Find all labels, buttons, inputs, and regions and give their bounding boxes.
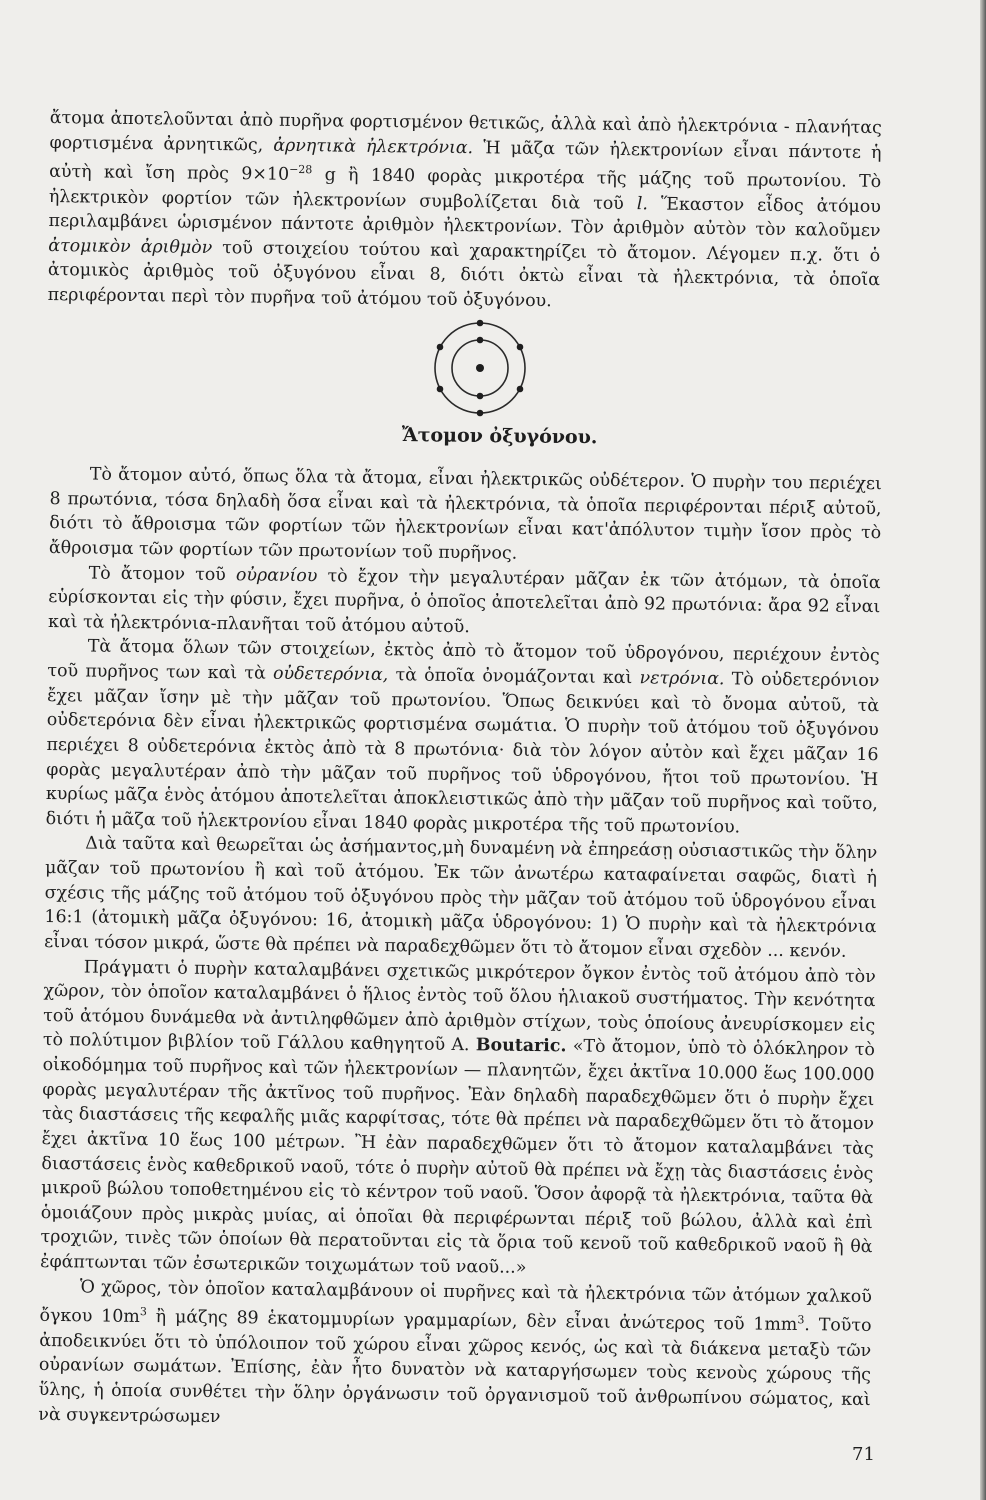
paragraph-neutral-atom: Τὸ ἄτομον αὐτό, ὅπως ὅλα τὰ ἄτομα, εἶναι ἠλεκτρικῶς οὐδέτερον. Ὁ πυρὴν του περιέχει 8 πρωτόνια, τόσα δηλαδὴ ὅσα εἶναι καὶ τὰ ἠλεκτρόνια, τὰ ὁποῖα περιφέρονται πέριξ αὐτοῦ, διότι τὸ ἄθροισμα τῶν φορτίων τῶν ἠλεκτρονίων εἶναι κατ'ἀπόλυτον τιμὴν ἴσον πρὸς τὸ ἄθροισμα τῶν φορτίων τῶν πρωτονίων τοῦ πυρῆνος.: [48, 464, 882, 564]
exponent: −28: [289, 163, 313, 177]
italic-term: οὐρανίου: [235, 564, 318, 586]
paragraph-boutaric: [40, 954, 876, 1284]
italic-term: νετρόνια.: [639, 668, 725, 690]
text-run: Ἕκαστον εἶδος ἀτόμου περιλαμβάνει ὡρισμένον πάντοτε ἀριθμὸν ἠλεκτρονίων. Τὸν ἀριθμὸν αὐτὸν τὸν καλοῦμεν: [48, 194, 881, 242]
text-run: g ἢ 1840 φορὰς μικροτέρα τῆς μάζης τοῦ πρωτονίου. Τὸ ἠλεκτρικὸν φορτίον τῶν ἠλεκτρονίων συμβολίζεται διὰ τοῦ: [48, 165, 882, 214]
text-run: «Τὸ ἄτομον, ὑπὸ τὸ ὁλόκληρον τὸ οἰκοδόμημα τοῦ πυρῆνος καὶ τῶν ἠλεκτρονίων — πλανητῶν, ἔχει ἀκτῖνα 10.000 ἕως 100.000 φορὰς μεγαλυτέραν τῆς ἀκτῖνος τοῦ πυρῆνος. Ἐὰν δηλαδὴ παραδεχθῶμεν ὅτι ὁ πυρὴν ἔχει τὰς διαστάσεις τῆς κεφαλῆς μιᾶς καρφίτσας, τότε θὰ πρέπει νὰ παραδεχθῶμεν ὅτι τὸ ἄτομον ἔχει ἀκτῖνα 10 ἕως 100 μέτρων. Ἢ ἐὰν παραδεχθῶμεν ὅτι τὸ ἄτομον καταλαμβάνει τὰς διαστάσεις ἑνὸς καθεδρικοῦ ναοῦ, τότε ὁ πυρὴν αὐτοῦ θὰ πρέπει νὰ ἔχῃ τὰς διαστάσεις ἑνὸς μικροῦ βώλου τοποθετημένου εἰς τὸ κέντρον τοῦ ναοῦ. Ὅσον ἀφορᾷ τὰ ἠλεκτρόνια, ταῦτα θὰ ὁμοιάζουν πρὸς μικρὰς μυίας, αἱ ὁποῖαι θὰ περιφέρωνται πέριξ τοῦ βώλου, ἀλλὰ καὶ ἐπὶ τροχιῶν, τινὲς τῶν ὁποίων θὰ περατοῦνται εἰς τὰ ὅρια τοῦ κενοῦ τοῦ καθεδρικοῦ ναοῦ ἢ θὰ ἐφάπτωνται τῶν ἐσωτερικῶν τοιχωμάτων τοῦ ναοῦ...»: [40, 1036, 876, 1278]
author-name: Boutaric.: [475, 1035, 567, 1057]
text-run: ἢ μάζης 89 ἑκατομμυρίων γραμμαρίων, δὲν εἶναι ἀνώτερος τοῦ 1mm: [155, 1307, 798, 1336]
text-run: τὰ ὁποῖα ὀνομάζονται καὶ: [395, 665, 633, 689]
italic-term: οὐδετερόνια,: [272, 663, 389, 686]
figure-caption: Ἄτομον ὀξυγόνου.: [401, 424, 598, 449]
exponent: 3: [139, 1305, 147, 1319]
text-run: Ἡ μᾶζα τῶν ἠλεκτρονίων εἶναι πάντοτε ἡ αὐτὴ καὶ ἴση πρὸς 9×10: [49, 137, 882, 185]
paragraph-uranium: [48, 560, 881, 644]
exponent: 3: [797, 1313, 805, 1327]
page-number: 71: [852, 1444, 875, 1465]
text-run: . Τοῦτο ἀποδεικνύει ὅτι τὸ ὑπόλοιπον τοῦ χώρου εἶναι χῶρος κενός, ὡς καὶ τὰ διάκενα μεταξὺ τῶν οὐρανίων σωμάτων. Ἐπίσης, ἐὰν ἦτο δυνατὸν νὰ καταργήσωμεν τοὺς κενοὺς χώρους τῆς ὕλης, ἡ ὁποία συνθέτει τὴν ὅλην ὀργάνωσιν τοῦ ὀργανισμοῦ τοῦ ἀνθρωπίνου σώματος, καὶ νὰ συγκεντρώσωμεν: [38, 1315, 872, 1427]
body-text: [38, 462, 882, 1437]
text-run: τοῦ στοιχείου τούτου καὶ χαρακτηρίζει τὸ ἄτομον. Λέγομεν π.χ. ὅτι ὁ ἀτομικὸς ἀριθμὸς τοῦ ὀξυγόνου εἶναι 8, διότι ὀκτὼ εἶναι τὰ ἠλεκτρόνια, τὰ ὁποῖα περιφέρονται περὶ τὸν πυρῆνα τοῦ ἀτόμου τοῦ ὀξυγόνου.: [47, 237, 881, 312]
text-run: Τὰ ἄτομα ὅλων τῶν στοιχείων, ἐκτὸς ἀπὸ τὸ ἄτομον τοῦ ὑδρογόνου, περιέχουν ἐντὸς τοῦ πυρῆνος των καὶ τὰ: [47, 636, 880, 684]
text-run: τὸ ἔχον τὴν μεγαλυτέραν μᾶζαν ἐκ τῶν ἀτόμων, τὰ ὁποῖα εὑρίσκονται εἰς τὴν φύσιν, ἔχει πυρῆνα, ὁ ὁποῖος ἀποτελεῖται ἀπὸ 92 πρωτόνια: ἄρα 92 εἶναι καὶ τὰ ἠλεκτρόνια-πλανῆται τοῦ ἀτόμου αὐτοῦ.: [47, 565, 881, 637]
italic-term: ἀτομικὸν ἀριθμὸν: [48, 235, 213, 258]
oxygen-atom-diagram-icon: [412, 312, 552, 420]
paragraph-neutrons: [45, 634, 879, 841]
text-run: Τὸ ἄτομον τοῦ: [88, 562, 226, 585]
text-run: Ὁ χῶρος, τὸν ὁποῖον καταλαμβάνουν οἱ πυρῆνες καὶ τὰ ἠλεκτρόνια τῶν ἀτόμων χαλκοῦ ὄγκου 10m: [39, 1277, 872, 1328]
text-run: Τὸ οὐδετερόνιον ἔχει μᾶζαν ἴσην μὲ τὴν μᾶζαν τοῦ πρωτονίου. Ὅπως δεικνύει καὶ τὸ ὄνομα αὐτοῦ, τὰ οὐδετερόνια δὲν εἶναι ἠλεκτρικῶς φορτισμένα σωμάτια. Ὁ πυρὴν τοῦ ἀτόμου τοῦ ὀξυγόνου περιέχει 8 οὐδετερόνια ἐκτὸς ἀπὸ τὰ 8 πρωτόνια· διὰ τὸν λόγον αὐτὸν καὶ ἔχει μᾶζαν 16 φορὰς μεγαλυτέραν ἀπὸ τὴν μᾶζαν τοῦ πυρῆνος τοῦ ὑδρογόνου, ἤτοι τοῦ πρωτονίου. Ἡ κυρίως μᾶζα ἑνὸς ἀτόμου ἀποτελεῖται ἀποκλειστικῶς ἀπὸ τὴν μᾶζαν τοῦ πυρῆνος καὶ τοῦτο, διότι ἡ μᾶζα τοῦ ἠλεκτρονίου εἶναι 1840 φορὰς μικροτέρα τῆς τοῦ πρωτονίου.: [45, 669, 880, 838]
italic-term: ἀρνητικὰ ἠλεκτρόνια.: [273, 135, 474, 158]
paragraph-empty-atom: Διὰ ταῦτα καὶ θεωρεῖται ὡς ἀσήμαντος,μὴ δυναμένη νὰ ἐπηρεάσῃ οὐσιαστικῶς τὴν ὅλην μᾶζαν τοῦ πρωτονίου ἢ καὶ τοῦ ἀτόμου. Ἐκ τῶν ἀνωτέρω καταφαίνεται σαφῶς, διατὶ ἡ σχέσις τῆς μάζης τοῦ ἀτόμου τοῦ ὀξυγόνου πρὸς τὴν μᾶζαν τοῦ ἀτόμου τοῦ ὑδρογόνου εἶναι 16:1 (ἀτομικὴ μᾶζα ὀξυγόνου: 16, ἀτομικὴ μᾶζα ὑδρογόνου: 1) Ὁ πυρὴν καὶ τὰ ἠλεκτρόνια εἶναι τόσον μικρά, ὥστε θὰ πρέπει νὰ παραδεχθῶμεν ὅτι τὸ ἄτομον εἶναι σχεδὸν ... κενόν.: [44, 833, 878, 962]
top-paragraph: [48, 106, 882, 318]
text-run: ἄτομα ἀποτελοῦνται ἀπὸ πυρῆνα φορτισμένον θετικῶς, ἀλλὰ καὶ ἀπὸ ἠλεκτρόνια - πλανήτας φορτισμένα ἀρνητικῶς,: [49, 107, 882, 156]
page-edge-shadow: [980, 0, 986, 1500]
italic-term: l.: [636, 193, 649, 214]
text-run: Πράγματι ὁ πυρὴν καταλαμβάνει σχετικῶς μικρότερον ὄγκον ἐντὸς τοῦ ἀτόμου ἀπὸ τὸν χῶρον, τὸν ὁποῖον καταλαμβάνει ὁ ἥλιος ἐντὸς τοῦ ὅλου ἡλιακοῦ συστήματος. Τὴν κενότητα τοῦ ἀτόμου δυνάμεθα νὰ ἀντιληφθῶμεν ἀπὸ ἀριθμὸν στίχων, τοὺς ὁποίους ἀνευρίσκομεν εἰς τὸ πολύτιμον βιβλίον τοῦ Γάλλου καθηγητοῦ Α.: [42, 956, 876, 1056]
paragraph-copper: [38, 1275, 872, 1438]
